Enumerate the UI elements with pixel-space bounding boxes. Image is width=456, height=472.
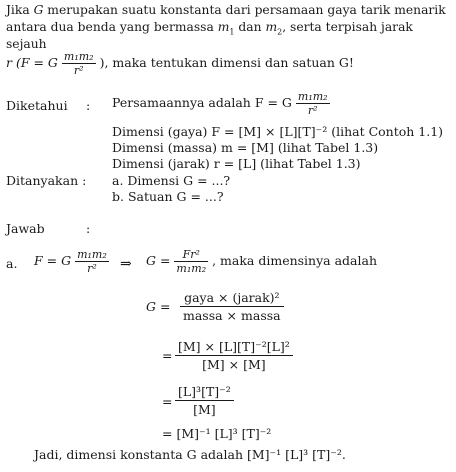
- diketahui-fraction: $\frac{\text{m₁m₂}}{\text{r²}}$: [297, 90, 328, 117]
- step4-result: = [M]⁻¹ [L]³ [T]⁻²: [162, 426, 272, 441]
- problem-equation-line: r (F = G $\frac{\text{m₁m₂}}{\text{r²}}$ ), maka tentukan dimensi dan satuan G!: [6, 50, 354, 77]
- ditanyakan-label: Ditanyakan :: [6, 173, 87, 188]
- jawab-eq2: G = $\frac{\text{Fr²}}{\text{m₁m₂}}$ , maka dimensinya adalah: [146, 248, 378, 275]
- problem-statement: Jika G merupakan suatu konstanta dari persamaan gaya tarik menarik antara dua benda yang bermassa $m_1$ dan $m_2$, serta terpisah jarak sejauh: [6, 3, 446, 51]
- conclusion: Jadi, dimensi konstanta G adalah [M]⁻¹ [L]³ [T]⁻².: [34, 447, 346, 462]
- diketahui-label: Diketahui: [6, 98, 68, 113]
- diketahui-equation: Persamaannya adalah F = G $\frac{\text{m₁m₂}}{\text{r²}}$: [112, 90, 328, 117]
- jawab-eq2-fraction: $\frac{\text{Fr²}}{\text{m₁m₂}}$: [176, 248, 207, 275]
- diketahui-colon: :: [86, 98, 91, 113]
- jawab-eq1: F = G $\frac{\text{m₁m₂}}{\text{r²}}$: [34, 248, 107, 275]
- step2-fraction: $\frac{\text{[M] × [L][T]⁻²[L]²}}{[M] \times [M]}$: [175, 339, 293, 372]
- jawab-eq1-fraction: $\frac{\text{m₁m₂}}{\text{r²}}$: [77, 248, 107, 275]
- problem-fraction: $\frac{\text{m₁m₂}}{\text{r²}}$: [63, 50, 94, 77]
- diketahui-item-jarak: Dimensi (jarak) r = [L] (lihat Tabel 1.3): [112, 156, 361, 171]
- diketahui-item-massa: Dimensi (massa) m = [M] (lihat Tabel 1.3): [112, 140, 379, 155]
- ditanyakan-item-a: a. Dimensi G = ...?: [112, 173, 231, 188]
- step3-fraction: $\frac{\text{[L]³[T]⁻²}}{[M]}$: [175, 384, 234, 417]
- ditanyakan-item-b: b. Satuan G = ...?: [112, 189, 224, 204]
- diketahui-item-gaya: Dimensi (gaya) F = [M] × [L][T]⁻² (lihat Contoh 1.1): [112, 124, 444, 139]
- step2-equals: =: [162, 348, 173, 363]
- step1-lhs: G =: [146, 299, 171, 314]
- step3-equals: =: [162, 394, 173, 409]
- jawab-a-label: a.: [6, 256, 18, 271]
- jawab-label: Jawab: [6, 221, 45, 236]
- step1-fraction: $\frac{\text{gaya × (jarak)²}}{\text{massa × massa}}$: [180, 290, 284, 323]
- jawab-colon: :: [86, 221, 91, 236]
- implies-arrow: ⇒: [120, 256, 132, 272]
